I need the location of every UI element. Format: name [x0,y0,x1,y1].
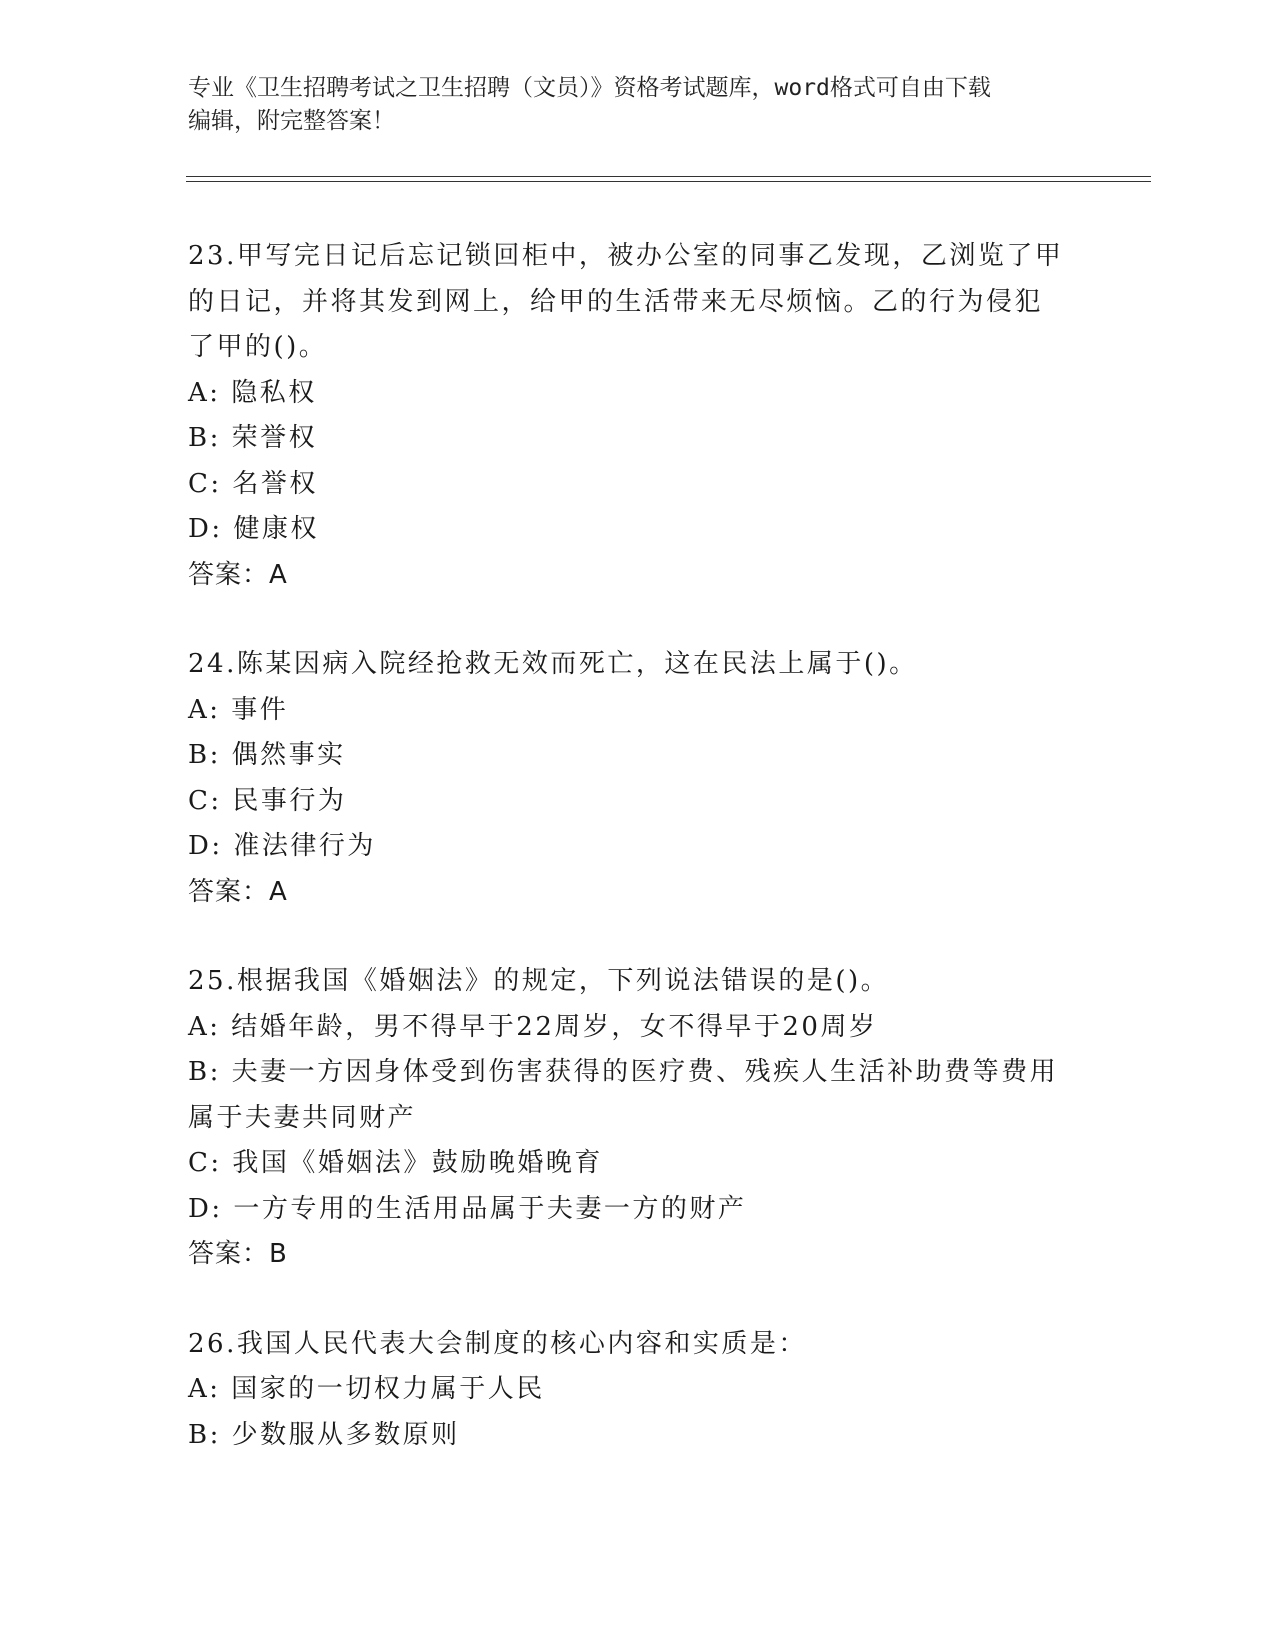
question-stem-line: 24.陈某因病入院经抢救无效而死亡，这在民法上属于()。 [188,649,918,679]
document-header [188,72,1068,138]
option-d: D: 一方专用的生活用品属于夫妻一方的财产 [188,1193,747,1224]
option-a: A: 隐私权 [188,377,317,408]
question-23 [188,234,1088,598]
question-list [188,234,1088,1502]
question-25 [188,959,1088,1278]
option-b: B: 荣誉权 [188,423,318,453]
option-c: C: 民事行为 [188,785,347,816]
question-stem-line: 26.我国人民代表大会制度的核心内容和实质是： [188,1328,807,1359]
answer-label: 答案：A [188,559,288,590]
header-line-2: 编辑，附完整答案！ [188,108,395,134]
option-d: D: 准法律行为 [188,831,376,861]
option-a: A: 国家的一切权力属于人民 [188,1374,545,1404]
option-b: B: 少数服从多数原则 [188,1419,460,1450]
answer-label: 答案：A [188,876,288,907]
header-divider-bottom [186,181,1151,182]
header-divider-top [186,176,1151,177]
question-stem-line: 的日记，并将其发到网上，给甲的生活带来无尽烦恼。乙的行为侵犯 [188,286,1044,317]
question-24 [188,642,1088,915]
question-stem-line: 23.甲写完日记后忘记锁回柜中，被办公室的同事乙发现，乙浏览了甲 [188,241,1064,271]
option-a: A: 结婚年龄，男不得早于22周岁，女不得早于20周岁 [188,1011,878,1042]
option-a: A: 事件 [188,694,289,725]
option-b: B: 偶然事实 [188,740,346,770]
question-26 [188,1322,1088,1459]
header-line-1: 专业《卫生招聘考试之卫生招聘（文员）》资格考试题库，word格式可自由下载 [188,75,991,101]
question-stem-line: 了甲的()。 [188,332,328,362]
question-stem-line: 25.根据我国《婚姻法》的规定，下列说法错误的是()。 [188,966,890,996]
answer-label: 答案：B [188,1239,288,1269]
option-d: D: 健康权 [188,514,319,544]
option-b: B: 夫妻一方因身体受到伤害获得的医疗费、残疾人生活补助费等费用 [188,1057,1059,1087]
option-b-continued: 属于夫妻共同财产 [188,1102,417,1133]
option-c: C: 我国《婚姻法》鼓励晚婚晚育 [188,1148,603,1178]
option-c: C: 名誉权 [188,468,318,499]
